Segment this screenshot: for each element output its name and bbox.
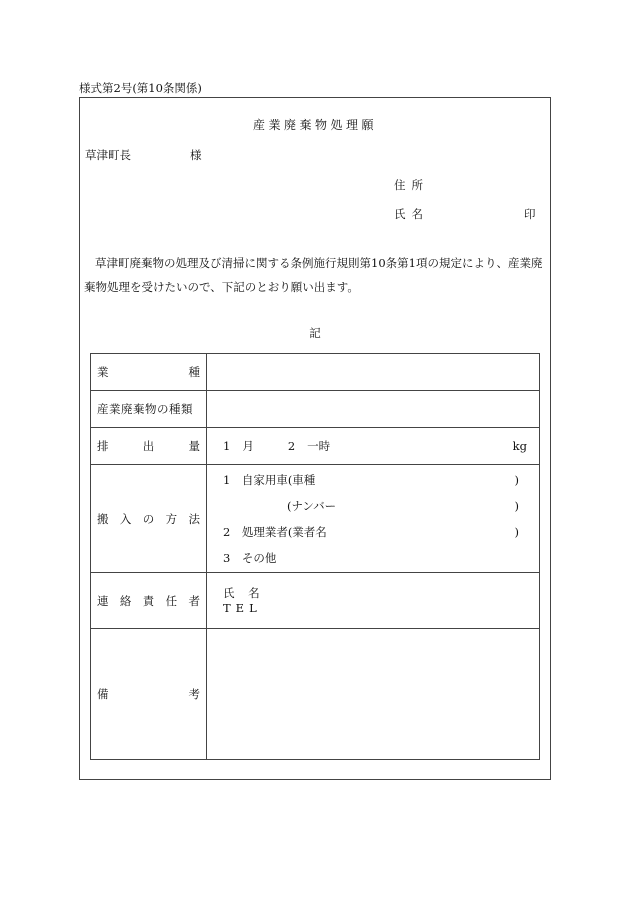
details-table xyxy=(90,353,540,760)
method-contractor-text: 2 処理業者(業者名 xyxy=(223,524,327,539)
contact-label-text: 連 絡 責 任 者 xyxy=(97,593,200,608)
method-label-text: 搬 入 の 方 法 xyxy=(97,511,200,526)
business-type-field[interactable] xyxy=(207,354,540,391)
table-row-contact xyxy=(91,573,540,629)
spread-label xyxy=(97,364,200,380)
seal-mark: 印 xyxy=(524,207,536,221)
method-option-plate-number xyxy=(223,493,539,519)
table-row-remarks xyxy=(91,629,540,760)
waste-type-label xyxy=(91,391,207,428)
close-paren: ) xyxy=(514,498,519,513)
table-row-method xyxy=(91,465,540,573)
contact-label xyxy=(91,573,207,629)
volume-option-2-no: 2 xyxy=(287,439,296,453)
volume-unit: kg xyxy=(512,439,527,453)
method-field[interactable] xyxy=(207,465,540,573)
contact-tel-label: TEL xyxy=(223,600,262,615)
volume-option-2-unit: 一時 xyxy=(307,439,331,453)
contact-name-label: 氏 名 xyxy=(223,585,265,600)
method-option-own-vehicle xyxy=(223,467,539,493)
volume-options xyxy=(223,438,539,454)
volume-option-1-unit: 月 xyxy=(242,439,254,453)
addressee-name: 草津町長 xyxy=(85,148,131,162)
method-other-text: 3 その他 xyxy=(223,550,277,565)
remarks-field[interactable] xyxy=(207,629,540,760)
method-option-contractor xyxy=(223,519,539,545)
waste-type-field[interactable] xyxy=(207,391,540,428)
business-type-label xyxy=(91,354,207,391)
table-row-business xyxy=(91,354,540,391)
form-title: 産業廃棄物処理願 xyxy=(252,118,377,132)
remarks-label xyxy=(91,629,207,760)
volume-label-text: 排 出 量 xyxy=(97,439,200,453)
remarks-label-text: 備 考 xyxy=(97,687,200,701)
addressee xyxy=(85,147,202,163)
volume-option-1-no: 1 xyxy=(223,439,231,453)
close-paren: ) xyxy=(514,524,519,539)
addressee-honorific: 様 xyxy=(190,148,202,162)
table-row-waste-type xyxy=(91,391,540,428)
form-number-label: 様式第2号(第10条関係) xyxy=(79,81,202,95)
table-row-volume xyxy=(91,428,540,465)
volume-label xyxy=(91,428,207,465)
applicant-name-label: 氏名 xyxy=(394,207,429,221)
contact-field[interactable] xyxy=(207,573,540,629)
method-own-vehicle-text: 1 自家用車(車種 xyxy=(223,472,316,487)
business-type-label-text: 業 種 xyxy=(97,365,200,379)
volume-field[interactable] xyxy=(207,428,540,465)
method-plate-number-text: (ナンバー xyxy=(287,498,337,513)
ki-heading: 記 xyxy=(309,326,321,340)
waste-type-label-text: 産業廃棄物の種類 xyxy=(97,402,193,416)
applicant-address-label: 住所 xyxy=(394,178,429,192)
close-paren: ) xyxy=(514,472,519,487)
method-label xyxy=(91,465,207,573)
request-statement: 草津町廃棄物の処理及び清掃に関する条例施行規則第10条第1項の規定により、産業廃棄物処理を受けたいので、下記のとおり願い出ます。 xyxy=(84,256,543,294)
method-option-other xyxy=(223,545,539,571)
